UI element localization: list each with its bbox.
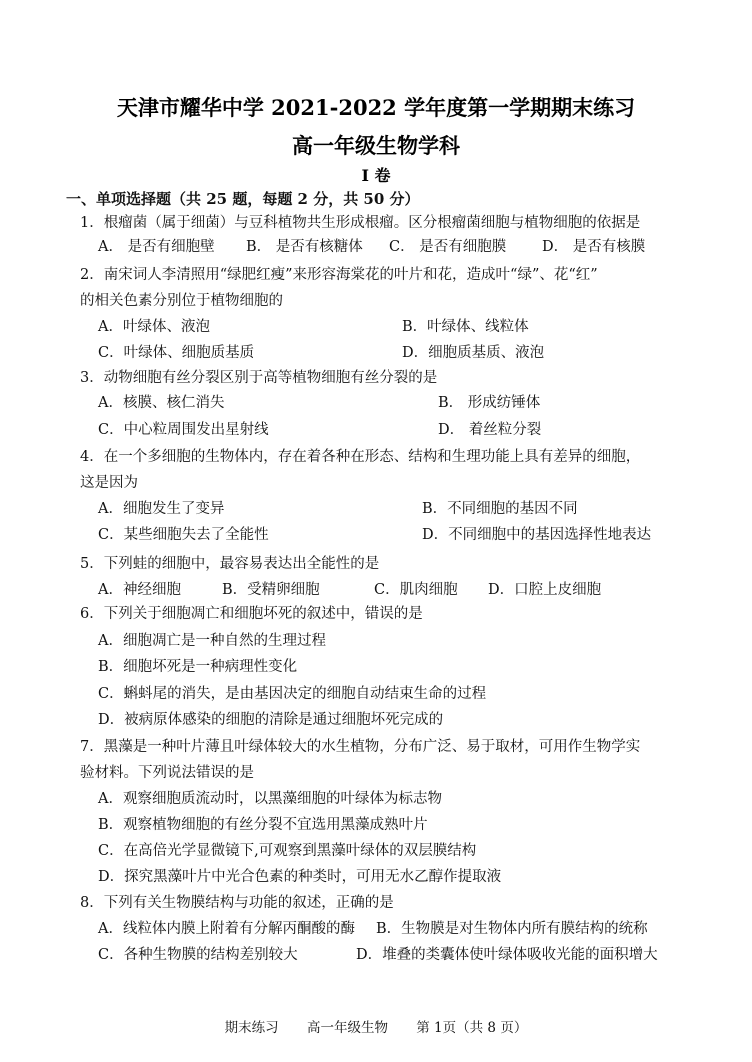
question-2-option-d: D．细胞质基质、液泡 bbox=[402, 345, 545, 361]
question-4-stem-line-2: 这是因为 bbox=[80, 475, 138, 491]
question-3-stem: 3．动物细胞有丝分裂区别于高等植物细胞有丝分裂的是 bbox=[80, 370, 438, 386]
exam-subtitle: 高一年级生物学科 bbox=[292, 133, 460, 158]
question-8-option-a: A．线粒体内膜上附着有分解丙酮酸的酶 bbox=[98, 921, 355, 937]
question-6-option-d: D．被病原体感染的细胞的清除是通过细胞坏死完成的 bbox=[98, 712, 444, 728]
question-4-stem-line-1: 4．在一个多细胞的生物体内，存在着各种在形态、结构和生理功能上具有差异的细胞， bbox=[80, 449, 641, 465]
question-7-option-a: A．观察细胞质流动时，以黑藻细胞的叶绿体为标志物 bbox=[98, 791, 442, 807]
question-3-option-d: D． 着丝粒分裂 bbox=[438, 422, 542, 438]
question-1-option-d: D． 是否有核膜 bbox=[542, 239, 646, 255]
footer-page-number: 第 1页（共 8 页） bbox=[416, 1020, 528, 1036]
question-3-option-b: B． 形成纺锤体 bbox=[438, 395, 541, 411]
section-heading: 一、单项选择题（共 25 题，每题 2 分，共 50 分） bbox=[66, 190, 420, 208]
question-2-option-a: A．叶绿体、液泡 bbox=[98, 319, 210, 335]
question-2-stem-line-2: 的相关色素分别位于植物细胞的 bbox=[80, 293, 283, 309]
question-3-option-a: A．核膜、核仁消失 bbox=[98, 395, 225, 411]
page-footer bbox=[0, 1016, 752, 1036]
question-4-option-b: B．不同细胞的基因不同 bbox=[422, 501, 578, 517]
question-1-stem: 1．根瘤菌（属于细菌）与豆科植物共生形成根瘤。区分根瘤菌细胞与植物细胞的依据是 bbox=[80, 215, 641, 231]
question-8-stem: 8．下列有关生物膜结构与功能的叙述，正确的是 bbox=[80, 895, 394, 911]
question-6-option-b: B．细胞坏死是一种病理性变化 bbox=[98, 659, 298, 675]
question-7-stem-line-2: 验材料。下列说法错误的是 bbox=[80, 765, 254, 781]
question-7-stem-line-1: 7．黑藻是一种叶片薄且叶绿体较大的水生植物，分布广泛、易于取材，可用作生物学实 bbox=[80, 739, 641, 755]
question-8-option-c: C．各种生物膜的结构差别较大 bbox=[98, 947, 298, 963]
volume-label: I 卷 bbox=[361, 166, 391, 185]
question-7-option-d: D．探究黑藻叶片中光合色素的种类时，可用无水乙醇作提取液 bbox=[98, 869, 502, 885]
question-5-option-d: D．口腔上皮细胞 bbox=[488, 582, 602, 598]
question-1-option-a: A． 是否有细胞壁 bbox=[98, 239, 215, 255]
question-8-option-b: B．生物膜是对生物体内所有膜结构的统称 bbox=[376, 921, 648, 937]
question-8-option-d: D．堆叠的类囊体使叶绿体吸收光能的面积增大 bbox=[356, 947, 658, 963]
question-3-option-c: C．中心粒周围发出星射线 bbox=[98, 422, 269, 438]
question-1-option-c: C． 是否有细胞膜 bbox=[389, 239, 507, 255]
question-4-option-d: D．不同细胞中的基因选择性地表达 bbox=[422, 527, 652, 543]
question-5-option-a: A．神经细胞 bbox=[98, 582, 181, 598]
question-5-option-c: C．肌肉细胞 bbox=[374, 582, 458, 598]
question-2-option-b: B．叶绿体、线粒体 bbox=[402, 319, 529, 335]
question-6-stem: 6．下列关于细胞凋亡和细胞坏死的叙述中，错误的是 bbox=[80, 606, 423, 622]
question-6-option-c: C．蝌蚪尾的消失，是由基因决定的细胞自动结束生命的过程 bbox=[98, 686, 487, 702]
question-6-option-a: A．细胞凋亡是一种自然的生理过程 bbox=[98, 633, 326, 649]
question-7-option-c: C．在高倍光学显微镜下,可观察到黑藻叶绿体的双层膜结构 bbox=[98, 843, 477, 859]
question-5-stem: 5．下列蛙的细胞中，最容易表达出全能性的是 bbox=[80, 556, 380, 572]
question-4-option-a: A．细胞发生了变异 bbox=[98, 501, 225, 517]
question-4-option-c: C．某些细胞失去了全能性 bbox=[98, 527, 269, 543]
question-5-option-b: B．受精卵细胞 bbox=[222, 582, 320, 598]
footer-exam-label: 期末练习 bbox=[224, 1020, 279, 1036]
footer-grade-label: 高一年级生物 bbox=[306, 1020, 388, 1036]
question-1-option-b: B． 是否有核糖体 bbox=[246, 239, 363, 255]
exam-title: 天津市耀华中学 2021-2022 学年度第一学期期末练习 bbox=[116, 95, 636, 120]
question-2-stem-line-1: 2．南宋词人李清照用“绿肥红瘦”来形容海棠花的叶片和花，造成叶“绿”、花“红” bbox=[80, 267, 598, 283]
question-2-option-c: C．叶绿体、细胞质基质 bbox=[98, 345, 255, 361]
question-7-option-b: B．观察植物细胞的有丝分裂不宜选用黑藻成熟叶片 bbox=[98, 817, 428, 833]
